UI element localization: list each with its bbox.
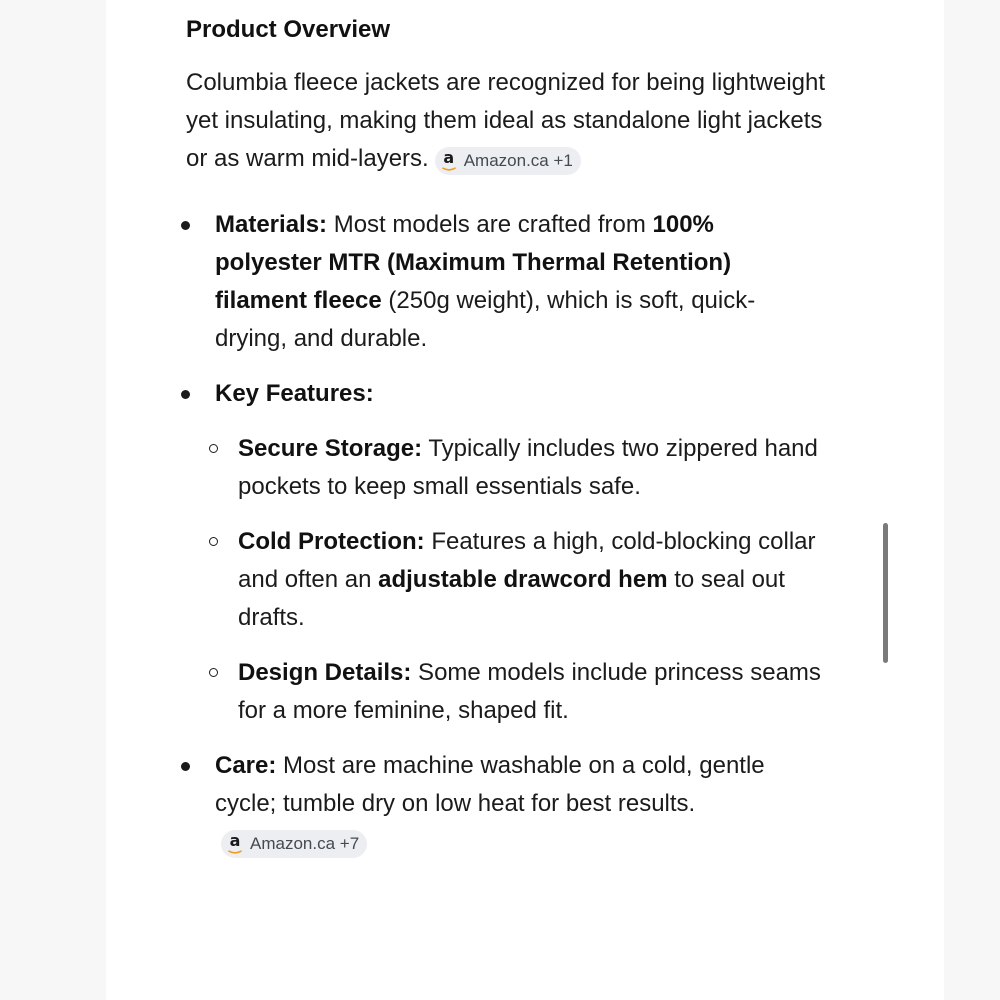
source-chip[interactable] <box>221 830 367 858</box>
sub-item-secure-storage <box>215 430 826 506</box>
bullet-list <box>186 206 826 861</box>
source-chip-label: Amazon.ca +1 <box>463 151 573 170</box>
key-features-label: Key Features: <box>215 380 374 407</box>
sub-item-design-details <box>215 654 826 730</box>
care-label: Care: <box>215 752 277 779</box>
sub-item-cold-protection <box>215 523 826 637</box>
care-text: Most are machine washable on a cold, gentle cycle; tumble dry on low heat for best results. <box>215 752 765 817</box>
answer-content <box>186 12 826 878</box>
overview-text: Columbia fleece jackets are recognized for being lightweight yet insulating, making them ideal as standalone light jackets or as warm mid-layers. <box>186 69 826 172</box>
scrollbar-thumb[interactable] <box>883 523 888 663</box>
sub-item-text: Typically includes two zippered hand pockets to keep small essentials safe. <box>238 435 818 500</box>
section-heading: Product Overview <box>186 16 391 43</box>
sub-item-text: Some models include princess seams for a more feminine, shaped fit. <box>238 659 821 724</box>
overview-paragraph <box>186 64 826 178</box>
list-item-care <box>186 747 826 861</box>
sub-item-bold: adjustable drawcord hem <box>378 566 668 593</box>
materials-text-before: Most models are crafted from <box>327 211 653 238</box>
materials-label: Materials: <box>215 211 328 238</box>
list-item-key-features <box>186 375 826 730</box>
content-page <box>106 0 944 1000</box>
amazon-icon: a <box>226 833 244 855</box>
sub-item-label: Secure Storage: <box>238 435 423 462</box>
source-chip-label: Amazon.ca +7 <box>250 834 360 853</box>
source-chip[interactable] <box>435 147 581 175</box>
materials-text-after: (250g weight), which is soft, quick-drying, and durable. <box>215 287 756 352</box>
feature-sublist <box>215 430 826 730</box>
list-item-materials <box>186 206 826 358</box>
sub-item-label: Design Details: <box>238 659 412 686</box>
amazon-icon: a <box>440 150 458 172</box>
sub-item-text: Features a high, cold-blocking collar and often an <box>238 528 816 593</box>
sub-item-text-after: to seal out drafts. <box>238 566 785 631</box>
materials-bold: 100% polyester MTR (Maximum Thermal Retention) filament fleece <box>215 211 732 314</box>
sub-item-label: Cold Protection: <box>238 528 425 555</box>
